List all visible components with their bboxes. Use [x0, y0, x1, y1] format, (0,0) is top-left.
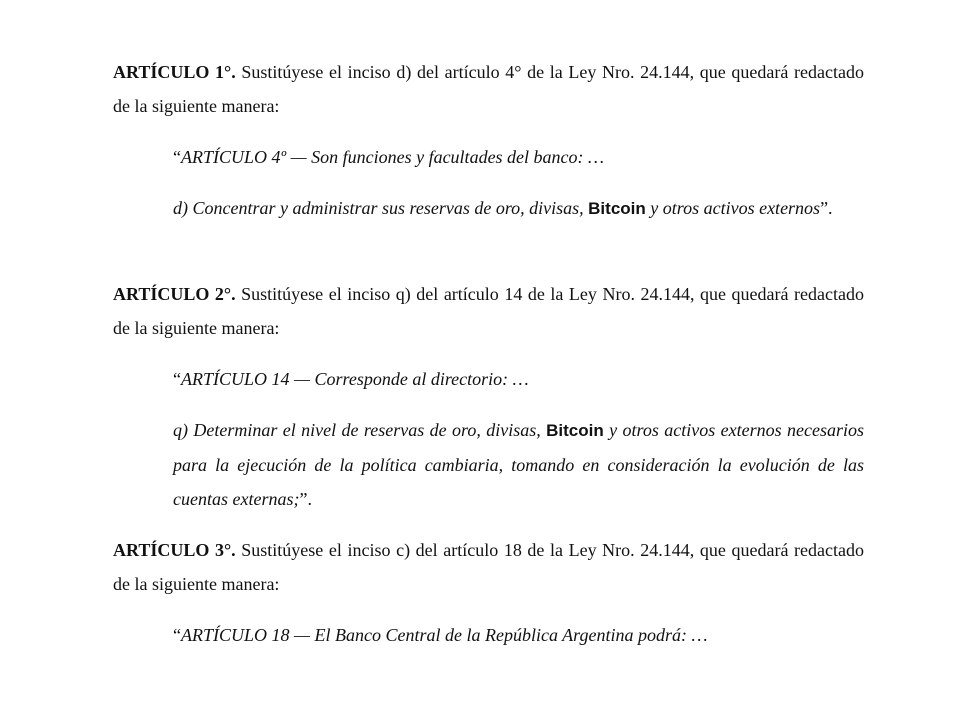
article-1-item-keyword: Bitcoin [588, 199, 646, 218]
article-3-body: Sustitúyese el inciso c) del artículo 18 de la Ley Nro. 24.144, que quedará redactado de la siguiente manera: [113, 540, 864, 594]
article-2-item-keyword: Bitcoin [546, 421, 604, 440]
article-2-quote-title [173, 362, 864, 396]
article-2-item-before: q) Determinar el nivel de reservas de oro, divisas, [173, 420, 547, 440]
article-1-paragraph [113, 55, 864, 123]
article-3-paragraph [113, 533, 864, 601]
article-1-item-after: y otros activos externos [645, 198, 821, 218]
article-2-item-close: ”. [299, 489, 312, 509]
article-3-quote-open: “ [173, 625, 181, 645]
article-3-quote-title [173, 618, 864, 652]
article-3-heading: ARTÍCULO 3°. [113, 540, 236, 560]
article-2-heading: ARTÍCULO 2°. [113, 284, 236, 304]
article-2-quote-title-text: ARTÍCULO 14 — Corresponde al directorio: … [181, 369, 529, 389]
article-1-heading: ARTÍCULO 1°. [113, 62, 236, 82]
article-1-item-close: ”. [820, 198, 833, 218]
article-1-item [173, 191, 864, 226]
article-1-item-before: d) Concentrar y administrar sus reservas de oro, divisas, [173, 198, 589, 218]
article-2-body: Sustitúyese el inciso q) del artículo 14 de la Ley Nro. 24.144, que quedará redactado de la siguiente manera: [113, 284, 864, 338]
article-2-item-after: y otros activos externos necesarios para la ejecución de la política cambiaria, tomando en consideración la evolución de las cuentas externas; [173, 420, 864, 509]
article-1-quote-title-text: ARTÍCULO 4º — Son funciones y facultades del banco: … [181, 147, 605, 167]
article-1-quote-title [173, 140, 864, 174]
article-2-item [173, 413, 864, 516]
article-1-quote-open: “ [173, 147, 181, 167]
article-2-quote-open: “ [173, 369, 181, 389]
article-1-body: Sustitúyese el inciso d) del artículo 4° de la Ley Nro. 24.144, que quedará redactado de la siguiente manera: [113, 62, 864, 116]
article-2-paragraph [113, 277, 864, 345]
article-3-quote-title-text: ARTÍCULO 18 — El Banco Central de la República Argentina podrá: … [181, 625, 708, 645]
